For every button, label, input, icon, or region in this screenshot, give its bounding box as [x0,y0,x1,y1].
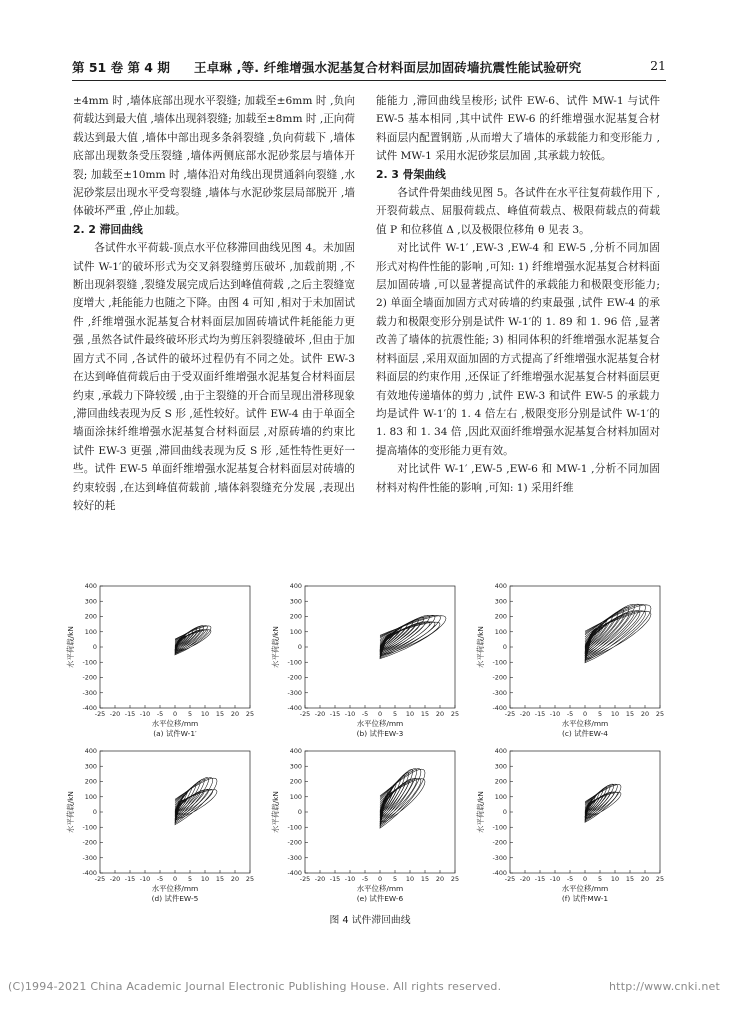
subfigure-caption: (b) 试件EW-3 [356,729,404,738]
y-tick-label: -300 [82,688,97,697]
y-tick-label: -400 [492,704,507,713]
copyright-notice: (C)1994-2021 China Academic Journal Electronic Publishing House. All rights reserved. [8,980,502,993]
y-tick-label: -200 [287,673,302,682]
y-tick-label: 100 [84,792,97,801]
x-tick-label: 0 [582,710,588,718]
x-axis-label: 水平位移/mm [151,884,199,893]
hysteresis-chart-c [470,580,670,745]
y-tick-label: -100 [287,658,302,667]
section-heading-2-2: 2. 2 滞回曲线 [73,222,143,236]
hysteresis-chart-d [60,745,260,910]
x-tick-label: 20 [435,710,445,718]
x-tick-label: -25 [504,875,516,883]
x-tick-label: -5 [566,710,574,718]
y-tick-label: 400 [494,582,507,591]
paragraph: ±4mm 时 ,墙体底部出现水平裂缝; 加载至±6mm 时 ,负向荷载达到最大值 ,墙体出现斜裂缝; 加载至±8mm 时 ,正向荷载达到最大值 ,墙体中部出现多条斜裂缝 ,负向荷载下 ,墙体底部出现数条受压裂缝 ,墙体两侧底部水泥砂浆层与墙体开裂; 加载至±10mm 时 ,墙体沿对角线出现贯通斜向裂缝 ,水泥砂浆层出现水平受弯裂缝 ,墙体与水泥砂浆层局部脱开 ,墙体破坏严重 ,停止加载。 [73,95,355,218]
y-axis-label: 水平荷载/kN [66,791,75,833]
y-tick-label: 200 [289,777,302,786]
subfigure-caption: (f) 试件MW-1 [561,894,609,903]
y-tick-label: -100 [287,823,302,832]
x-tick-label: 25 [450,875,460,883]
x-tick-label: -20 [519,875,531,883]
y-tick-label: -300 [82,853,97,862]
x-tick-label: 0 [377,875,383,883]
x-tick-label: -5 [156,710,164,718]
y-tick-label: 100 [289,792,302,801]
x-tick-label: 15 [420,875,430,883]
header-rule [72,80,666,81]
x-tick-label: 10 [610,875,620,883]
x-tick-label: -25 [94,875,106,883]
y-tick-label: -400 [492,869,507,878]
running-title: 王卓琳 ,等. 纤维增强水泥基复合材料面层加固砖墙抗震性能试验研究 [194,60,582,75]
x-tick-label: 10 [200,875,210,883]
x-tick-label: -5 [361,875,369,883]
x-tick-label: 20 [230,875,240,883]
page-header [72,56,666,78]
x-tick-label: 25 [245,875,255,883]
x-tick-label: -10 [344,710,356,718]
y-tick-label: 100 [494,627,507,636]
x-tick-label: -5 [566,875,574,883]
x-tick-label: 15 [625,710,635,718]
x-tick-label: 5 [392,875,398,883]
x-tick-label: 25 [245,710,255,718]
y-tick-label: 200 [494,777,507,786]
paragraph: 能能力 ,滞回曲线呈梭形; 试件 EW-6、试件 MW-1 与试件 EW-5 基本相同 ,其中试件 EW-6 的纤维增强水泥基复合材料面层内配置钢筋 ,从而增大了墙体的承载能力和变形能力 ,试件 MW-1 采用水泥砂浆层加固 ,其承载力较低。 [376,95,660,163]
x-axis-label: 水平位移/mm [151,719,199,728]
y-tick-label: -300 [287,688,302,697]
x-tick-label: -20 [109,875,121,883]
figure-caption: 图 4 试件滞回曲线 [329,915,411,926]
y-tick-label: 100 [494,792,507,801]
x-tick-label: -10 [139,875,151,883]
x-tick-label: 20 [640,875,650,883]
y-tick-label: -200 [492,838,507,847]
y-tick-label: 200 [289,612,302,621]
journal-volume: 第 51 卷 第 4 期 [72,60,170,75]
y-tick-label: -100 [492,658,507,667]
y-axis-label: 水平荷载/kN [66,626,75,668]
x-tick-label: 0 [172,875,178,883]
page-number: 21 [650,58,666,73]
hysteresis-panel-f [470,745,670,910]
x-tick-label: -25 [504,710,516,718]
hysteresis-chart-a [60,580,260,745]
y-tick-label: 200 [494,612,507,621]
x-tick-label: -25 [299,710,311,718]
y-axis-label: 水平荷载/kN [476,626,485,668]
y-tick-label: 100 [84,627,97,636]
y-tick-label: -200 [492,673,507,682]
x-tick-label: -20 [314,710,326,718]
y-tick-label: -400 [287,704,302,713]
y-tick-label: 300 [289,762,302,771]
y-tick-label: 0 [92,643,97,652]
x-tick-label: -10 [344,875,356,883]
x-tick-label: 20 [435,875,445,883]
y-tick-label: -100 [492,823,507,832]
x-tick-label: 0 [172,710,178,718]
y-tick-label: 0 [502,643,507,652]
x-tick-label: 5 [187,875,193,883]
x-tick-label: -15 [534,710,546,718]
y-tick-label: 0 [502,808,507,817]
y-tick-label: -400 [82,704,97,713]
x-tick-label: 25 [450,710,460,718]
y-tick-label: 400 [289,582,302,591]
x-tick-label: 15 [215,710,225,718]
x-tick-label: 25 [655,710,665,718]
hysteresis-chart-b [265,580,465,745]
y-axis-label: 水平荷载/kN [271,626,280,668]
x-tick-label: 5 [392,710,398,718]
x-tick-label: 20 [640,710,650,718]
y-tick-label: -100 [82,658,97,667]
x-tick-label: 10 [200,710,210,718]
paragraph: 对比试件 W-1′ ,EW-5 ,EW-6 和 MW-1 ,分析不同加固材料对构件性能的影响 ,可知: 1) 采用纤维 [376,463,660,494]
y-tick-label: 400 [84,582,97,591]
x-tick-label: 10 [405,710,415,718]
y-axis-label: 水平荷载/kN [476,791,485,833]
x-tick-label: 5 [597,875,603,883]
section-heading-2-3: 2. 3 骨架曲线 [376,167,446,181]
hysteresis-panel-d [60,745,260,910]
x-tick-label: 5 [597,710,603,718]
y-tick-label: -400 [287,869,302,878]
x-tick-label: -25 [299,875,311,883]
x-axis-label: 水平位移/mm [356,719,404,728]
x-tick-label: 15 [420,710,430,718]
y-tick-label: 0 [92,808,97,817]
y-tick-label: 200 [84,612,97,621]
y-tick-label: 300 [84,762,97,771]
figure-4 [60,580,680,926]
x-tick-label: -15 [329,710,341,718]
x-tick-label: -15 [124,710,136,718]
y-axis-label: 水平荷载/kN [271,791,280,833]
y-tick-label: 400 [289,747,302,756]
right-column [376,92,660,497]
y-tick-label: 300 [289,597,302,606]
y-tick-label: 0 [297,643,302,652]
subfigure-caption: (e) 试件EW-6 [356,894,404,903]
x-tick-label: 20 [230,710,240,718]
x-tick-label: -25 [94,710,106,718]
x-tick-label: 5 [187,710,193,718]
subfigure-caption: (d) 试件EW-5 [151,894,199,903]
hysteresis-chart-f [470,745,670,910]
x-tick-label: -20 [314,875,326,883]
x-tick-label: -15 [534,875,546,883]
y-tick-label: -300 [492,853,507,862]
x-tick-label: 0 [582,875,588,883]
y-tick-label: -200 [82,838,97,847]
hysteresis-panel-c [470,580,670,745]
y-tick-label: -200 [287,838,302,847]
y-tick-label: 300 [494,597,507,606]
y-tick-label: -300 [287,853,302,862]
y-tick-label: 300 [84,597,97,606]
x-tick-label: -5 [361,710,369,718]
x-tick-label: 15 [215,875,225,883]
y-tick-label: -200 [82,673,97,682]
y-tick-label: -300 [492,688,507,697]
y-tick-label: 100 [289,627,302,636]
y-tick-label: 0 [297,808,302,817]
x-tick-label: 15 [625,875,635,883]
x-axis-label: 水平位移/mm [561,719,609,728]
paragraph: 对比试件 W-1′ ,EW-3 ,EW-4 和 EW-5 ,分析不同加固形式对构件性能的影响 ,可知: 1) 纤维增强水泥基复合材料面层加固砖墙 ,可以显著提高试件的承载能力和极限变形能力; 2) 单面全墙面加固方式对砖墙的约束最强 ,试件 EW-4 的承载力和极限变形分别是试件 W-1′的 1. 89 和 1. 96 倍 ,显著改善了墙体的抗震性能; 3) 相同体积的纤维增强水泥基复合材料面层 ,采用双面加固的方式提高了纤维增强水泥基复合材料面层的约束作用 ,还保证了纤维增强水泥基复合材料面层更有效地传递墙体的剪力 ,试件 EW-3 和试件 EW-5 的承载力均是试件 W-1′的 1. 4 倍左右 ,极限变形分别是试件 W-1′的 1. 83 和 1. 34 倍 ,因此双面纤维增强水泥基复合材料加固对提高墙体的变形能力更有效。 [376,242,660,457]
paragraph: 各试件骨架曲线见图 5。各试件在水平往复荷载作用下 ,开裂荷载点、屈服荷载点、峰值荷载点、极限荷载点的荷载值 P 和位移值 Δ ,以及极限位移角 θ 见表 3。 [376,187,660,236]
footer-url: http://www.cnki.net [609,980,720,993]
x-tick-label: -20 [519,710,531,718]
subfigure-caption: (c) 试件EW-4 [561,729,609,738]
x-tick-label: -10 [549,875,561,883]
hysteresis-chart-e [265,745,465,910]
x-tick-label: 10 [610,710,620,718]
paragraph: 各试件水平荷载-顶点水平位移滞回曲线见图 4。未加固试件 W-1′的破坏形式为交叉斜裂缝剪压破坏 ,加载前期 ,不断出现斜裂缝 ,裂缝发展完成后达到峰值荷载 ,之后主裂缝宽度增大 ,耗能能力也随之下降。由图 4 可知 ,相对于未加固试件 ,纤维增强水泥基复合材料面层加固砖墙试件耗能能力更强 ,虽然各试件最终破坏形式均为剪压斜裂缝破坏 ,但由于加固方式不同 ,各试件的破坏过程仍有不同之处。试件 EW-3 在达到峰值荷载后由于受双面纤维增强水泥基复合材料面层约束 ,承载力下降较缓 ,由于主裂缝的开合而呈现出滑移现象 ,滞回曲线表现为反 S 形 ,延性较好。试件 EW-4 由于单面全墙面涂抹纤维增强水泥基复合材料面层 ,对原砖墙的约束比试件 EW-3 更强 ,滞回曲线表现为反 S 形 ,延性特性更好一些。试件 EW-5 单面纤维增强水泥基复合材料面层对砖墙的约束较弱 ,在达到峰值荷载前 ,墙体斜裂缝充分发展 ,表现出较好的耗 [73,242,355,512]
x-axis-label: 水平位移/mm [561,884,609,893]
y-tick-label: -400 [82,869,97,878]
x-tick-label: -10 [549,710,561,718]
y-tick-label: 200 [84,777,97,786]
x-tick-label: 0 [377,710,383,718]
y-tick-label: 400 [494,747,507,756]
x-tick-label: -10 [139,710,151,718]
hysteresis-panel-a [60,580,260,745]
x-tick-label: -15 [329,875,341,883]
x-axis-label: 水平位移/mm [356,884,404,893]
y-tick-label: -100 [82,823,97,832]
y-tick-label: 400 [84,747,97,756]
subfigure-caption: (a) 试件W-1′ [153,729,197,738]
x-tick-label: -20 [109,710,121,718]
hysteresis-panel-b [265,580,465,745]
x-tick-label: 10 [405,875,415,883]
x-tick-label: -5 [156,875,164,883]
x-tick-label: -15 [124,875,136,883]
y-tick-label: 300 [494,762,507,771]
x-tick-label: 25 [655,875,665,883]
left-column [73,92,355,515]
hysteresis-panel-e [265,745,465,910]
